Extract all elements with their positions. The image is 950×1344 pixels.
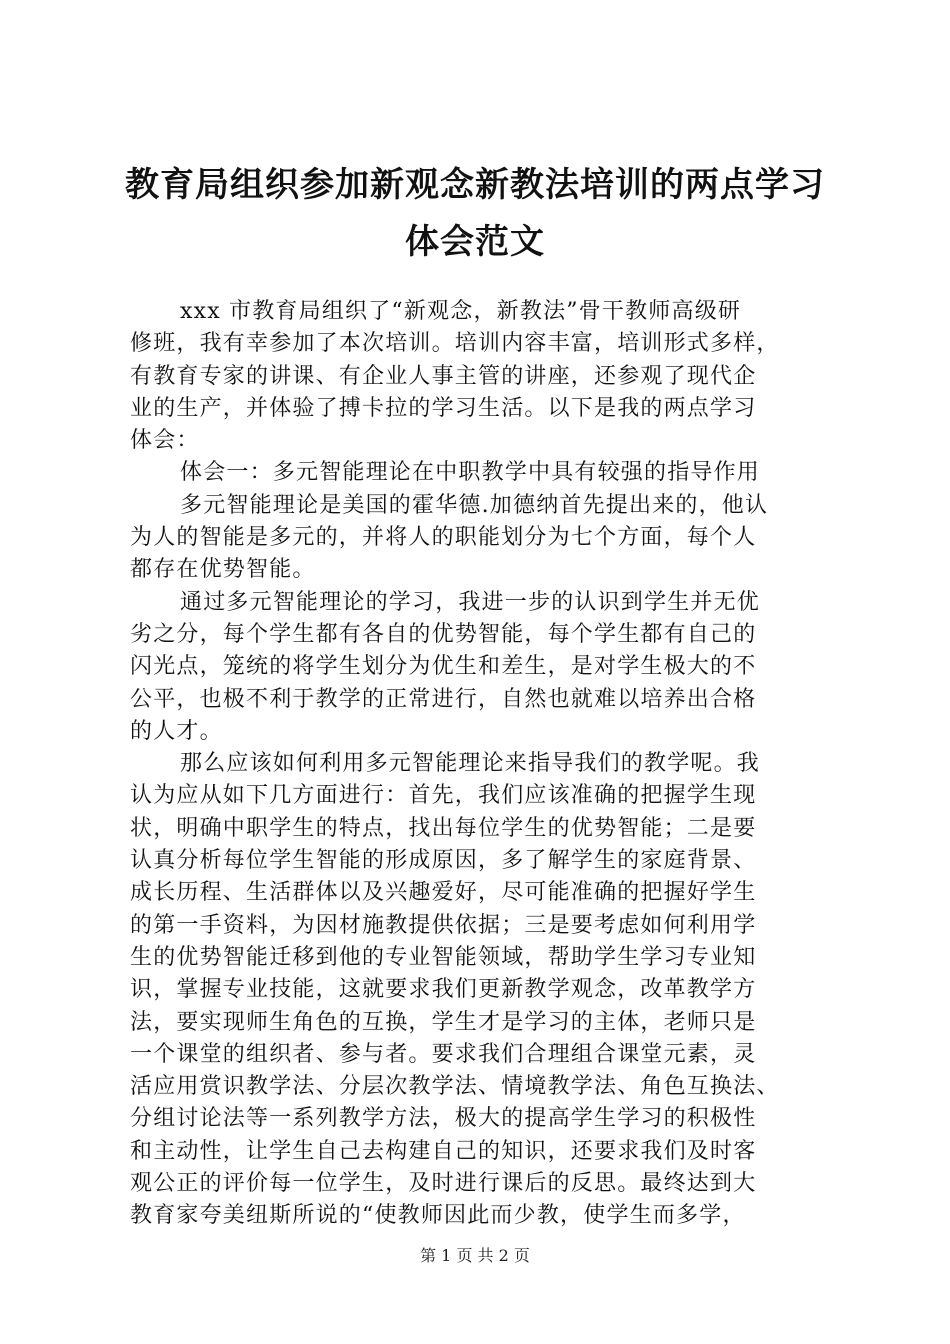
body-text-line: 多元智能理论是美国的霍华德.加德纳首先提出来的，他认 xyxy=(180,492,769,518)
body-text-line: 法，要实现师生角色的互换，学生才是学习的主体，老师只是 xyxy=(130,1009,757,1035)
body-text-line: 那么应该如何利用多元智能理论来指导我们的教学呢。我 xyxy=(180,751,761,777)
body-text-line: 有教育专家的讲课、有企业人事主管的讲座，还参观了现代企 xyxy=(130,363,757,389)
body-text-line: 状，明确中职学生的特点，找出每位学生的优势智能；二是要 xyxy=(130,815,757,841)
body-text-line: 活应用赏识教学法、分层次教学法、情境教学法、角色互换法、 xyxy=(130,1074,780,1100)
document-body xyxy=(130,296,824,1233)
body-text-line: 劣之分，每个学生都有各自的优势智能，每个学生都有自己的 xyxy=(130,621,757,647)
body-text-line: 成长历程、生活群体以及兴趣爱好，尽可能准确的把握好学生 xyxy=(130,880,757,906)
body-text-line: 通过多元智能理论的学习，我进一步的认识到学生并无优 xyxy=(180,589,761,615)
body-text-line: 公平，也极不利于教学的正常进行，自然也就难以培养出合格 xyxy=(130,686,757,712)
body-text-line: 为人的智能是多元的，并将人的职能划分为七个方面，每个人 xyxy=(130,525,757,551)
body-text-line: xxx 市教育局组织了“新观念，新教法”骨干教师高级研 xyxy=(180,299,742,324)
body-text-line: 体会： xyxy=(130,428,200,454)
body-text-line: 一个课堂的组织者、参与者。要求我们合理组合课堂元素，灵 xyxy=(130,1041,757,1067)
body-text-line: 认为应从如下几方面进行：首先，我们应该准确的把握学生现 xyxy=(130,783,757,809)
body-text-line: 都存在优势智能。 xyxy=(130,557,316,583)
body-text-line: 的人才。 xyxy=(130,718,223,744)
body-text-line: 观公正的评价每一位学生，及时进行课后的反思。最终达到大 xyxy=(130,1171,757,1197)
body-text-line: 认真分析每位学生智能的形成原因，多了解学生的家庭背景、 xyxy=(130,848,757,874)
page-number-footer: 第 1 页 共 2 页 xyxy=(420,1246,530,1265)
body-text-line: 体会一：多元智能理论在中职教学中具有较强的指导作用 xyxy=(180,460,761,486)
body-text-line: 闪光点，笼统的将学生划分为优生和差生，是对学生极大的不 xyxy=(130,654,757,680)
document-title-line-1: 教育局组织参加新观念新教法培训的两点学习 xyxy=(125,165,825,205)
body-text-line: 识，掌握专业技能，这就要求我们更新教学观念，改革教学方 xyxy=(130,977,757,1003)
body-text-line: 分组讨论法等一系列教学方法，极大的提高学生学习的积极性 xyxy=(130,1106,757,1132)
body-text-line: 生的优势智能迁移到他的专业智能领域，帮助学生学习专业知 xyxy=(130,944,757,970)
document-title-line-2: 体会范文 xyxy=(405,222,545,262)
body-text-line: 教育家夸美纽斯所说的“使教师因此而少教，使学生而多学， xyxy=(130,1203,746,1229)
body-text-line: 修班，我有幸参加了本次培训。培训内容丰富，培训形式多样， xyxy=(130,331,780,357)
body-text-line: 业的生产，并体验了搏卡拉的学习生活。以下是我的两点学习 xyxy=(130,395,757,421)
body-text-line: 的第一手资料，为因材施教提供依据；三是要考虑如何利用学 xyxy=(130,912,757,938)
body-text-line: 和主动性，让学生自己去构建自己的知识，还要求我们及时客 xyxy=(130,1138,757,1164)
